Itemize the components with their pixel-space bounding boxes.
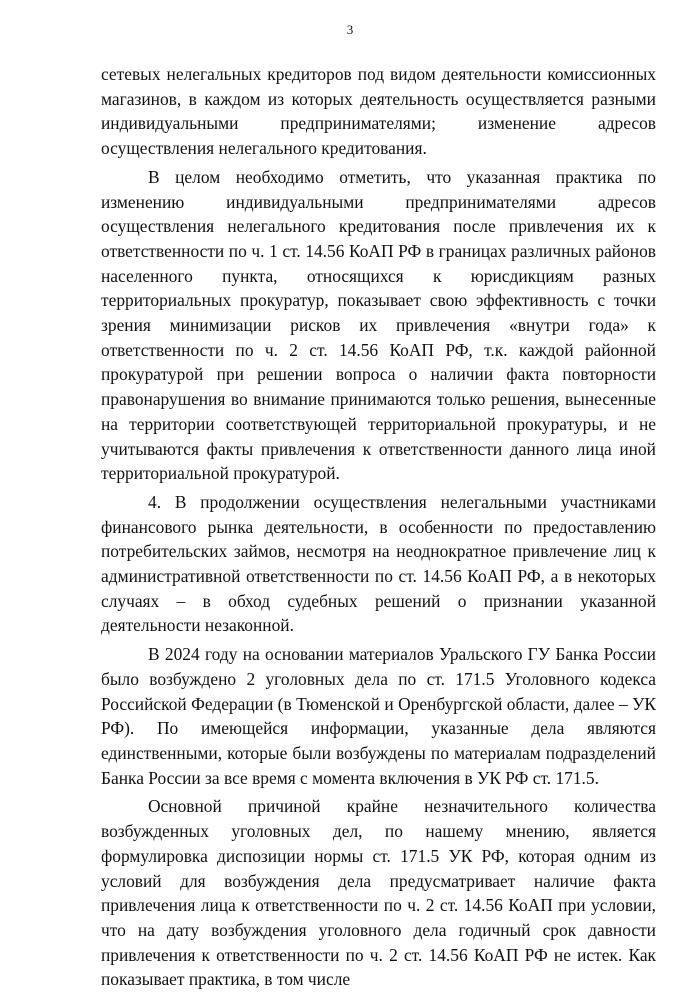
paragraph-criminal-cases: В 2024 году на основании материалов Уральского ГУ Банка России было возбуждено 2 уголовных дела по ст. 171.5 Уголовного кодекса Российской Федерации (в Тюменской и Оренбургской области, далее – УК РФ). По имеющейся информации, указанные дела являются единственными, которые были возбуждены по материалам подразделений Банка России за все время с момента включения в УК РФ ст. 171.5. <box>101 644 656 788</box>
paragraph-main-reason: Основной причиной крайне незначительного количества возбужденных уголовных дел, по нашему мнению, является формулировка диспозиции нормы ст. 171.5 УК РФ, которая одним из условий для возбуждения дела предусматривает наличие факта привлечения лица к ответственности по ч. 2 ст. 14.56 КоАП при условии, что на дату возбуждения уголовного дела годичный срок давности привлечения к ответственности по ч. 2 ст. 14.56 КоАП РФ не истек. Как показывает практика, в том числе <box>101 796 656 990</box>
page-number: 3 <box>346 22 354 37</box>
body-text <box>101 62 656 992</box>
paragraph-continuation: сетевых нелегальных кредиторов под видом деятельности комиссионных магазинов, в каждом из которых деятельность осуществляется разными индивидуальными предпринимателями; изменение адресов осуществления нелегального кредитования. <box>101 64 656 159</box>
paragraph-item-4: 4. В продолжении осуществления нелегальными участниками финансового рынка деятельности, в особенности по предоставлению потребительских займов, несмотря на неоднократное привлечение лиц к административной ответственности по ст. 14.56 КоАП РФ, а в некоторых случаях – в обход судебных решений о признании указанной деятельности незаконной. <box>101 491 656 636</box>
paragraph-practice-note: В целом необходимо отметить, что указанная практика по изменению индивидуальными предпринимателями адресов осуществления нелегального кредитования после привлечения их к ответственности по ч. 1 ст. 14.56 КоАП РФ в границах различных районов населенного пункта, относящихся к юрисдикциям разных территориальных прокуратур, показывает свою эффективность с точки зрения минимизации рисков их привлечения «внутри года» к ответственности по ч. 2 ст. 14.56 КоАП РФ, т.к. каждой районной прокуратурой при решении вопроса о наличии факта повторности правонарушения во внимание принимаются только решения, вынесенные на территории соответствующей территориальной прокуратуры, и не учитываются факты привлечения к ответственности данного лица иной территориальной прокуратурой. <box>101 166 656 484</box>
